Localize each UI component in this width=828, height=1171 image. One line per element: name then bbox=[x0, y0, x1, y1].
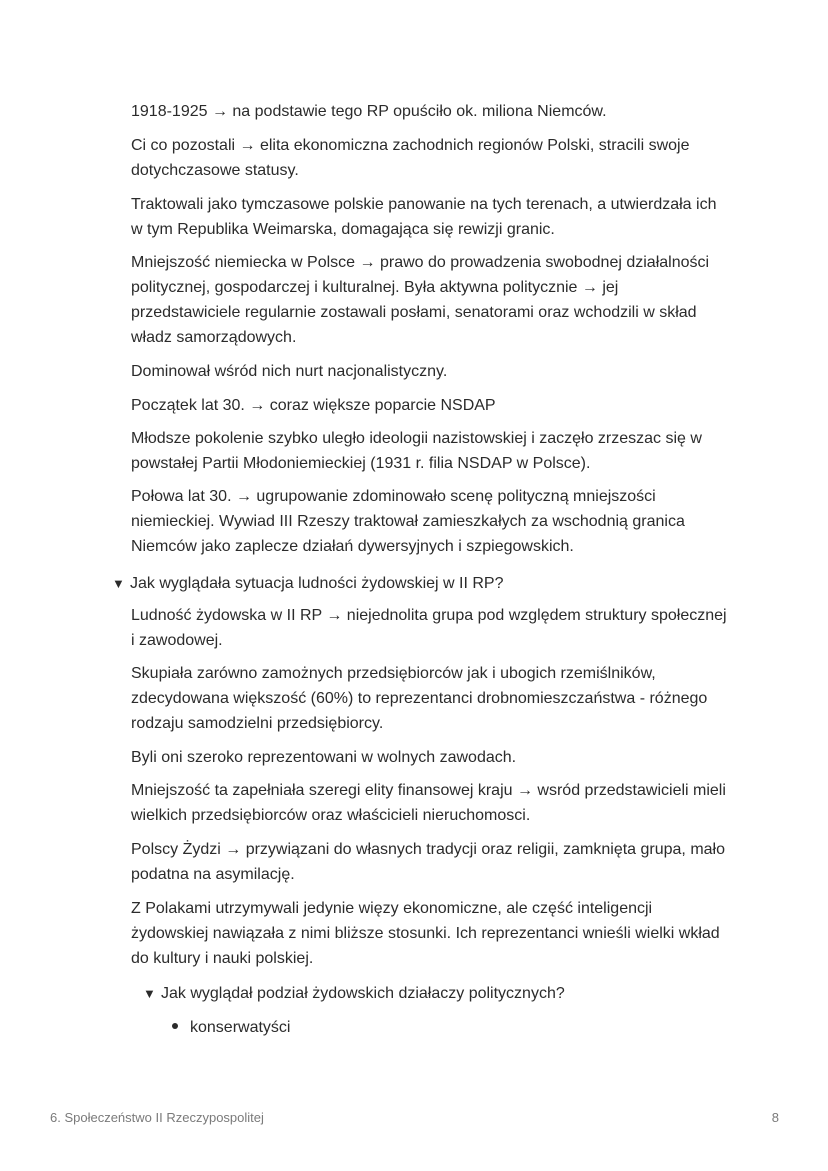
paragraph: Mniejszość ta zapełniała szeregi elity finansowej kraju → wsród przedstawicieli mieli wielkich przedsiębiorców oraz właścicieli nieruchomosci. bbox=[131, 782, 726, 824]
paragraph: Dominował wśród nich nurt nacjonalistyczny. bbox=[131, 363, 448, 380]
paragraph: Mniejszość niemiecka w Polsce → prawo do prowadzenia swobodnej działalności politycznej, gospodarczej i kulturalnej. Była aktywna politycznie → jej przedstawiciele regularnie zostawali posłami, senatorami oraz wchodzili w skład władz samorządowych. bbox=[131, 254, 710, 346]
paragraph: 1918-1925 → na podstawie tego RP opuściło ok. miliona Niemców. bbox=[131, 103, 607, 120]
paragraph: Traktowali jako tymczasowe polskie panowanie na tych terenach, a utwierdzała ich w tym Republika Weimarska, domagająca się rewizji granic. bbox=[131, 196, 717, 238]
toggle-label: Jak wyglądała sytuacja ludności żydowskiej w II RP? bbox=[130, 575, 504, 592]
paragraph: Połowa lat 30. → ugrupowanie zdominowało scenę polityczną mniejszości niemieckiej. Wywiad III Rzeszy traktował zamieszkałych za wschodnią granica Niemców jako zaplecze działań dywersyjnych i szpiegowskich. bbox=[131, 488, 685, 555]
toggle-label: Jak wyglądał podział żydowskich działaczy politycznych? bbox=[161, 985, 565, 1002]
paragraph: Młodsze pokolenie szybko uległo ideologii nazistowskiej i zaczęło zrzeszac się w powstałej Partii Młodoniemieckiej (1931 r. filia NSDAP w Polsce). bbox=[131, 430, 702, 472]
page-number: 8 bbox=[771, 1110, 779, 1125]
paragraph: Ludność żydowska w II RP → niejednolita grupa pod względem struktury społecznej i zawodowej. bbox=[131, 607, 727, 649]
toggle-jews-situation[interactable] bbox=[112, 571, 504, 596]
triangle-down-icon[interactable]: ▼ bbox=[143, 986, 156, 1001]
footer-title: 6. Społeczeństwo II Rzeczypospolitej bbox=[50, 1110, 264, 1125]
bullet-icon bbox=[172, 1023, 178, 1029]
paragraph: Polscy Żydzi → przywiązani do własnych tradycji oraz religii, zamknięta grupa, mało podatna na asymilację. bbox=[131, 841, 725, 883]
paragraph: Byli oni szeroko reprezentowani w wolnych zawodach. bbox=[131, 749, 517, 766]
list-item bbox=[172, 1015, 290, 1040]
paragraph: Początek lat 30. → coraz większe poparcie NSDAP bbox=[131, 397, 496, 414]
list-item-label: konserwatyści bbox=[190, 1019, 291, 1036]
toggle-jewish-politicians[interactable] bbox=[143, 981, 565, 1006]
paragraph: Z Polakami utrzymywali jedynie więzy ekonomiczne, ale część inteligencji żydowskiej nawiązała z nimi bliższe stosunki. Ich reprezentanci wnieśli wielki wkład do kultury i nauki polskiej. bbox=[131, 900, 720, 967]
triangle-down-icon[interactable]: ▼ bbox=[112, 576, 125, 591]
paragraph: Ci co pozostali → elita ekonomiczna zachodnich regionów Polski, stracili swoje dotychczasowe statusy. bbox=[131, 137, 690, 179]
paragraph: Skupiała zarówno zamożnych przedsiębiorców jak i ubogich rzemiślników, zdecydowana większość (60%) to reprezentanci drobnomieszczaństwa - różnego rodzaju samodzielni przedsiębiorcy. bbox=[131, 665, 708, 732]
